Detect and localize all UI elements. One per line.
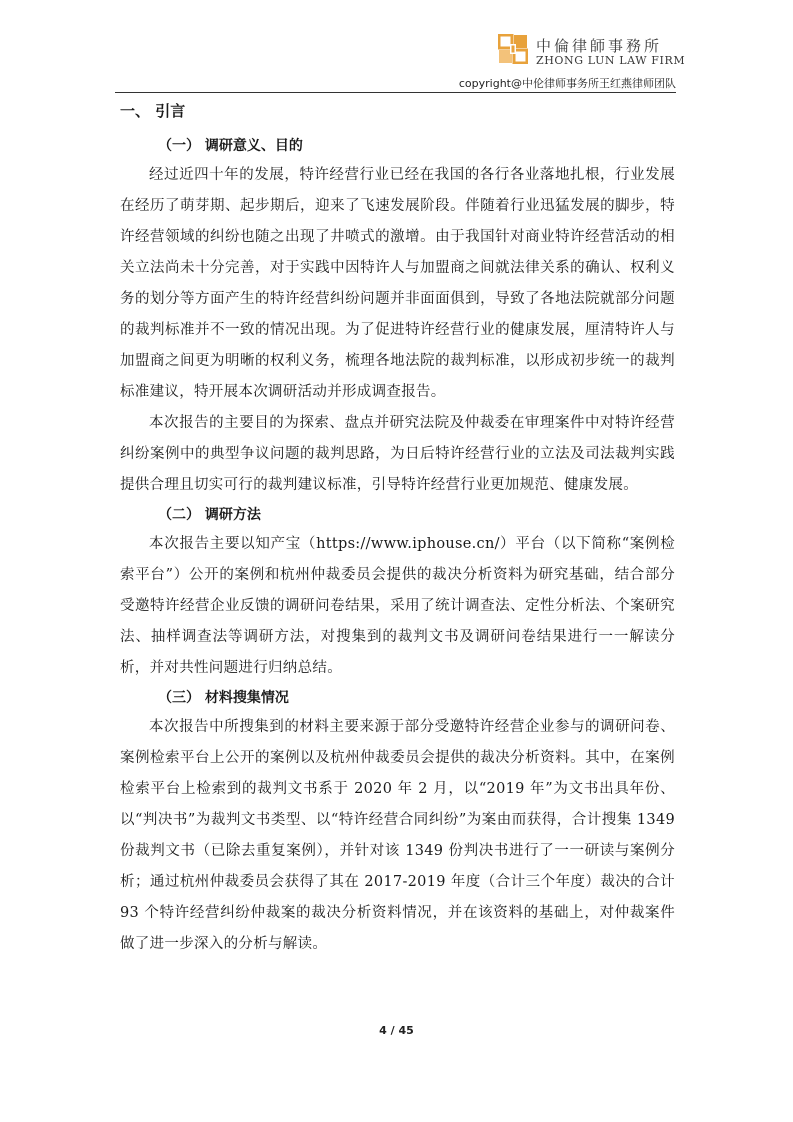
header-divider bbox=[115, 92, 676, 93]
subsection-title-2: （二） 调研方法 bbox=[158, 507, 261, 523]
page-header bbox=[115, 30, 686, 92]
firm-logo-icon bbox=[498, 34, 528, 64]
copyright-notice: copyright@中伦律师事务所王红燕律师团队 bbox=[458, 77, 676, 90]
paragraph: 本次报告中所搜集到的材料主要来源于部分受邀特许经营企业参与的调研问卷、案例检索平台上公开的案例以及杭州仲裁委员会提供的裁决分析资料。其中，在案例检索平台上检索到的裁判文书系于 2020 年 2 月，以“2019 年”为文书出具年份、以“判决书”为裁判文书类型、以“特许经营合同纠纷”为案由而获得，合计搜集 1349 份裁判文书（已除去重复案例），并针对该 1349 份判决书进行了一一研读与案例分析；通过杭州仲裁委员会获得了其在 2017-2019 年度（合计三个年度）裁决的合计 93 个特许经营纠纷仲裁案的裁决分析资料情况，并在该资料的基础上，对仲裁案件做了进一步深入的分析与解读。 bbox=[120, 719, 675, 952]
subsection-title-1: （一） 调研意义、目的 bbox=[158, 138, 303, 154]
document-body bbox=[120, 100, 675, 960]
subsection-title-3: （三） 材料搜集情况 bbox=[158, 690, 289, 706]
paragraph: 本次报告主要以知产宝（https://www.iphouse.cn/）平台（以下简称“案例检索平台”）公开的案例和杭州仲裁委员会提供的裁决分析资料为研究基础，结合部分受邀特许经营企业反馈的调研问卷结果，采用了统计调查法、定性分析法、个案研究法、抽样调查法等调研方法，对搜集到的裁判文书及调研问卷结果进行一一解读分析，并对共性问题进行归纳总结。 bbox=[120, 536, 675, 676]
firm-name-cn: 中倫律師事務所 bbox=[536, 37, 663, 55]
firm-name-en: ZHONG LUN LAW FIRM bbox=[536, 54, 686, 67]
paragraph: 经过近四十年的发展，特许经营行业已经在我国的各行各业落地扎根，行业发展在经历了萌芽期、起步期后，迎来了飞速发展阶段。伴随着行业迅猛发展的脚步，特许经营领域的纠纷也随之出现了井喷式的激增。由于我国针对商业特许经营活动的相关立法尚未十分完善，对于实践中因特许人与加盟商之间就法律关系的确认、权利义务的划分等方面产生的特许经营纠纷问题并非面面俱到，导致了各地法院就部分问题的裁判标准并不一致的情况出现。为了促进特许经营行业的健康发展，厘清特许人与加盟商之间更为明晰的权利义务，梳理各地法院的裁判标准，以形成初步统一的裁判标准建议，特开展本次调研活动并形成调查报告。 bbox=[120, 167, 675, 400]
page-number: 4 / 45 bbox=[379, 1024, 414, 1037]
paragraph: 本次报告的主要目的为探索、盘点并研究法院及仲裁委在审理案件中对特许经营纠纷案例中的典型争议问题的裁判思路，为日后特许经营行业的立法及司法裁判实践提供合理且切实可行的裁判建议标准，引导特许经营行业更加规范、健康发展。 bbox=[120, 415, 675, 493]
section-title: 一、 引言 bbox=[120, 102, 186, 120]
